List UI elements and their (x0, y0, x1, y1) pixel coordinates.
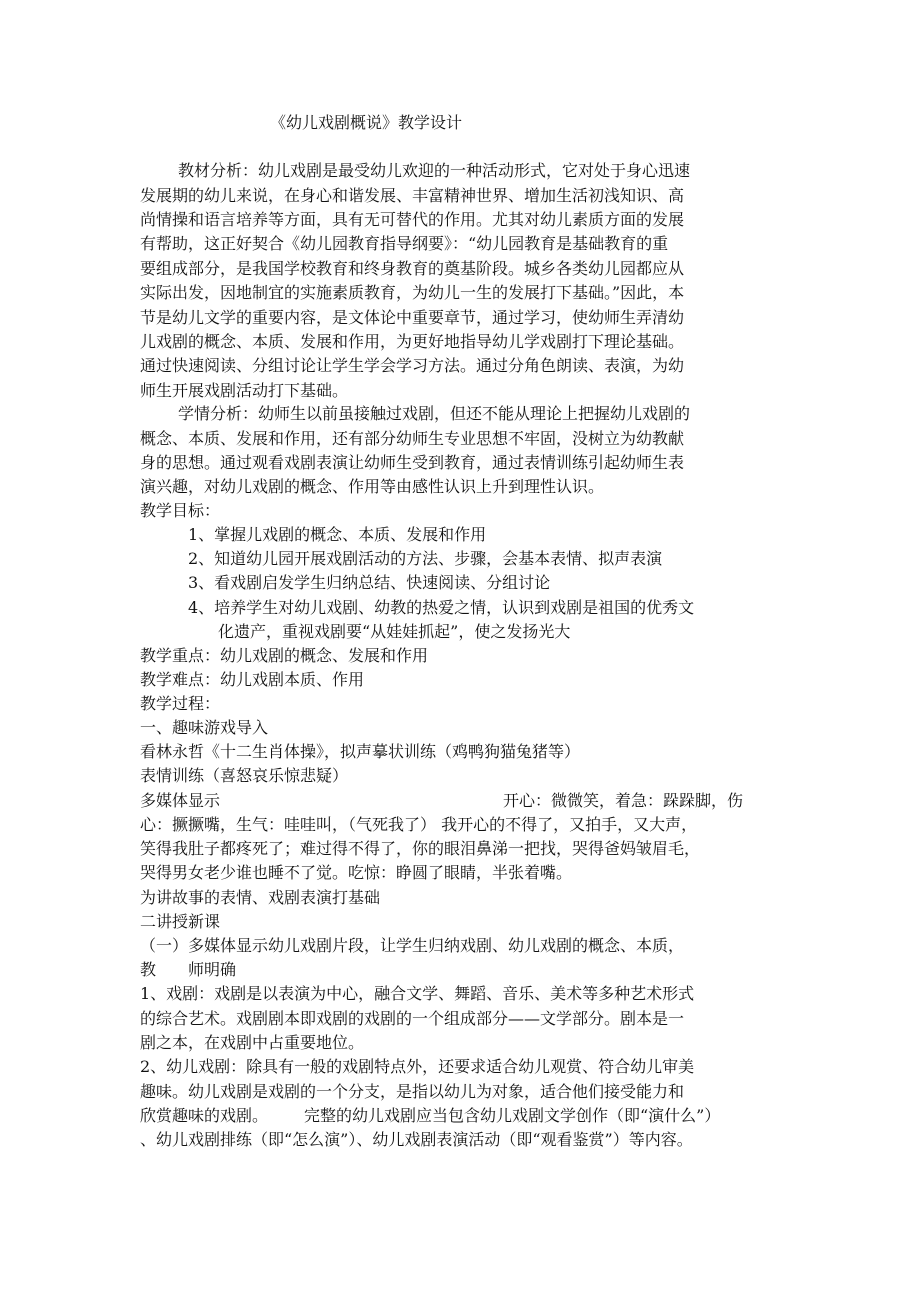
text-line: 化遗产，重视戏剧要“从娃娃抓起”，使之发扬光大 (218, 622, 571, 641)
text-line: 发展期的幼儿来说，在身心和谐发展、丰富精神世界、增加生活初浅知识、高 (140, 186, 685, 205)
text-line: 儿戏剧的概念、本质、发展和作用，为更好地指导幼儿学戏剧打下理论基础。 (140, 332, 685, 351)
text-line: 要组成部分，是我国学校教育和终身教育的奠基阶段。城乡各类幼儿园都应从 (140, 259, 685, 278)
document-title: 《幼儿戏剧概说》教学设计 (270, 113, 463, 132)
text-line: 完整的幼儿戏剧应当包含幼儿戏剧文学创作（即“演什么”） (304, 1106, 721, 1125)
text-line: 1、掌握儿戏剧的概念、本质、发展和作用 (188, 525, 487, 544)
text-line: 表情训练（喜怒哀乐惊悲疑） (140, 766, 349, 785)
text-line: 趣味。幼儿戏剧是戏剧的一个分支，是指以幼儿为对象，适合他们接受能力和 (140, 1082, 685, 1101)
text-line: 哭得男女老少谁也睡不了觉。吃惊：睁圆了眼睛，半张着嘴。 (140, 863, 573, 882)
text-line: 节是幼儿文学的重要内容，是文体论中重要章节，通过学习，使幼师生弄清幼 (140, 308, 685, 327)
text-line: 实际出发，因地制宜的实施素质教育，为幼儿一生的发展打下基础。”因此，本 (140, 283, 685, 302)
text-line: （一）多媒体显示幼儿戏剧片段，让学生归纳戏剧、幼儿戏剧的概念、本质， (140, 936, 685, 955)
text-line: 2、知道幼儿园开展戏剧活动的方法、步骤，会基本表情、拟声表演 (188, 549, 663, 568)
text-line: 4、培养学生对幼儿戏剧、幼教的热爱之情，认识到戏剧是祖国的优秀文 (188, 598, 695, 617)
text-line: 教 (140, 960, 157, 979)
text-line: 2、幼儿戏剧：除具有一般的戏剧特点外，还要求适合幼儿观赏、符合幼儿审美 (140, 1057, 695, 1076)
text-line: 心：撅撅嘴，生气：哇哇叫，（气死我了） 我开心的不得了，又拍手，又大声， (140, 815, 698, 834)
text-line: 概念、本质、发展和作用，还有部分幼师生专业思想不牢固，没树立为幼教献 (140, 429, 685, 448)
text-line: 教学目标： (140, 501, 221, 520)
text-line: 学情分析：幼师生以前虽接触过戏剧，但还不能从理论上把握幼儿戏剧的 (178, 404, 691, 423)
text-line: 看林永哲《十二生肖体操》，拟声摹状训练（鸡鸭狗猫兔猪等） (140, 742, 581, 761)
text-line: 欣赏趣味的戏剧。 (140, 1106, 269, 1125)
text-line: 教材分析：幼儿戏剧是最受幼儿欢迎的一种活动形式，它对处于身心迅速 (178, 161, 691, 180)
text-line: 的综合艺术。戏剧剧本即戏剧的戏剧的一个组成部分——文学部分。剧本是一 (140, 1009, 685, 1028)
text-line: 一、趣味游戏导入 (140, 718, 269, 737)
text-line: 师明确 (188, 960, 237, 979)
text-line: 1、戏剧：戏剧是以表演为中心，融合文学、舞蹈、音乐、美术等多种艺术形式 (140, 984, 695, 1003)
text-line: 身的思想。通过观看戏剧表演让幼师生受到教育，通过表情训练引起幼师生表 (140, 453, 685, 472)
text-line: 教学难点：幼儿戏剧本质、作用 (140, 670, 365, 689)
text-line: 开心：微微笑，着急：跺跺脚，伤 (503, 791, 744, 810)
text-line: 演兴趣，对幼儿戏剧的概念、作用等由感性认识上升到理性认识。 (140, 477, 605, 496)
text-line: 为讲故事的表情、戏剧表演打基础 (140, 888, 381, 907)
text-line: 3、看戏剧启发学生归纳总结、快速阅读、分组讨论 (188, 573, 551, 592)
text-line: 笑得我肚子都疼死了；难过得不得了，你的眼泪鼻涕一把找，哭得爸妈皱眉毛， (140, 839, 701, 858)
text-line: 二讲授新课 (140, 912, 221, 931)
text-line: 通过快速阅读、分组讨论让学生学会学习方法。通过分角色朗读、表演，为幼 (140, 356, 685, 375)
text-line: 尚情操和语言培养等方面，具有无可替代的作用。尤其对幼儿素质方面的发展 (140, 210, 685, 229)
text-line: 有帮助，这正好契合《幼儿园教育指导纲要》：“幼儿园教育是基础教育的重 (140, 234, 669, 253)
text-line: 剧之本，在戏剧中占重要地位。 (140, 1033, 365, 1052)
text-line: 多媒体显示 (140, 791, 221, 810)
text-line: 师生开展戏剧活动打下基础。 (140, 381, 349, 400)
text-line: 、幼儿戏剧排练（即“怎么演”）、幼儿戏剧表演活动（即“观看鉴赏”）等内容。 (140, 1130, 693, 1149)
text-line: 教学重点：幼儿戏剧的概念、发展和作用 (140, 646, 429, 665)
text-line: 教学过程： (140, 694, 221, 713)
